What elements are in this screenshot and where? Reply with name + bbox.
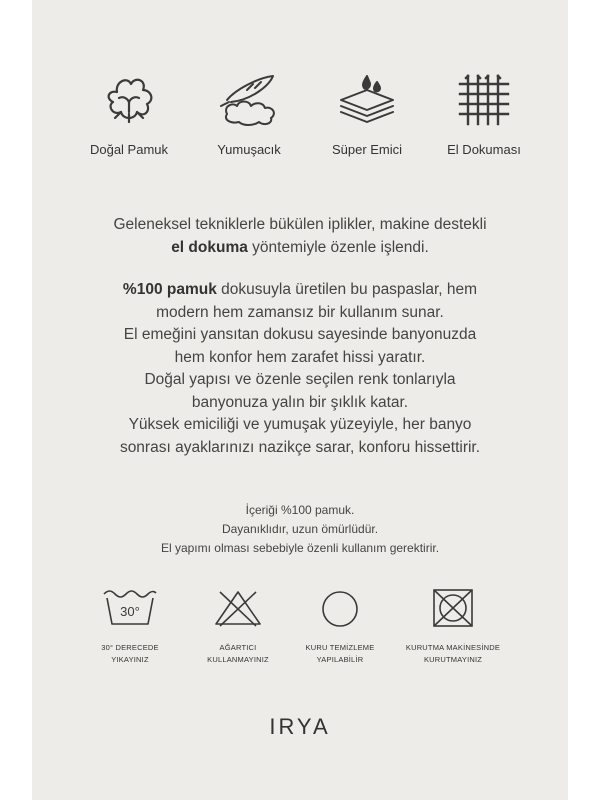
wash-temperature: 30° [120, 604, 140, 619]
wash-30-icon [102, 588, 158, 628]
feature-label: Doğal Pamuk [89, 142, 169, 157]
body-bold-text: %100 pamuk [122, 281, 217, 298]
no-tumble-dry-icon [425, 588, 481, 628]
body-line: sonrası ayaklarınızı nazikçe sarar, konforu hissettirir. [119, 438, 481, 456]
care-caption-line-2: KURUTMAYINIZ [423, 655, 483, 664]
care-caption [70, 642, 190, 666]
feature-label: Yumuşacık [217, 142, 281, 157]
brand-logo: IRYA [269, 714, 331, 739]
info-line: El yapımı olması sebebiyle özenli kullanım gerektirir. [160, 541, 440, 555]
care-caption-line-2: YAPILABİLİR [316, 655, 364, 664]
care-caption-line-1: KURUTMA MAKİNESİNDE [405, 643, 501, 652]
intro-line-1: Geleneksel tekniklerle bükülen iplikler, makine destekli [113, 216, 487, 233]
care-caption [280, 642, 400, 666]
care-caption [393, 642, 513, 666]
care-caption-line-2: KULLANMAYINIZ [207, 655, 269, 664]
feature-handwoven [419, 72, 549, 157]
info-line: İçeriği %100 pamuk. [245, 503, 355, 517]
body-rest-text: dokusuyla üretilen bu paspaslar, hem [216, 281, 478, 298]
intro-line-2 [32, 237, 568, 260]
feature-soft [184, 72, 314, 157]
care-no-tumble-dry [393, 588, 513, 666]
body-line: hem konfor hem zarafet hissi yaratır. [174, 348, 426, 366]
body-line: El emeğini yansıtan dokusu sayesinde banyonuzda [123, 326, 477, 343]
body-line: Doğal yapısı ve özenle seçilen renk tonlarıyla [144, 371, 456, 388]
care-caption-line-1: AĞARTICI [219, 643, 257, 652]
no-bleach-icon [210, 588, 266, 628]
dry-clean-icon [312, 588, 368, 628]
body-line: banyonuza yalın bir şıklık katar. [191, 393, 409, 411]
body-line: modern hem zamansız bir kullanım sunar. [156, 303, 444, 321]
feature-icons-row [32, 72, 568, 172]
body-paragraph [32, 279, 568, 459]
care-caption-line-2: YIKAYINIZ [111, 655, 149, 664]
feather-cloud-icon [217, 72, 281, 128]
body-line: Yüksek emiciliği ve yumuşak yüzeyiyle, her banyo [128, 416, 472, 433]
intro-paragraph [32, 214, 568, 259]
care-instructions-row [32, 588, 568, 678]
product-info-page [32, 0, 568, 800]
weave-icon [456, 72, 512, 128]
care-dry-clean [280, 588, 400, 666]
feature-label: El Dokuması [447, 142, 521, 157]
care-wash-30 [70, 588, 190, 666]
material-info [32, 501, 568, 558]
intro-bold-text: el dokuma [171, 238, 248, 256]
intro-rest-text: yöntemiyle özenle işlendi. [247, 238, 429, 256]
care-caption-line-1: 30° DERECEDE [101, 643, 159, 652]
feature-natural-cotton [64, 72, 194, 157]
feature-label: Süper Emici [331, 142, 403, 157]
body-line-1 [32, 279, 568, 302]
cotton-icon [101, 72, 157, 128]
care-caption-line-1: KURU TEMİZLEME [305, 643, 375, 652]
absorbent-layers-icon [337, 72, 397, 128]
feature-absorbent [302, 72, 432, 157]
info-line: Dayanıklıdır, uzun ömürlüdür. [221, 522, 379, 536]
